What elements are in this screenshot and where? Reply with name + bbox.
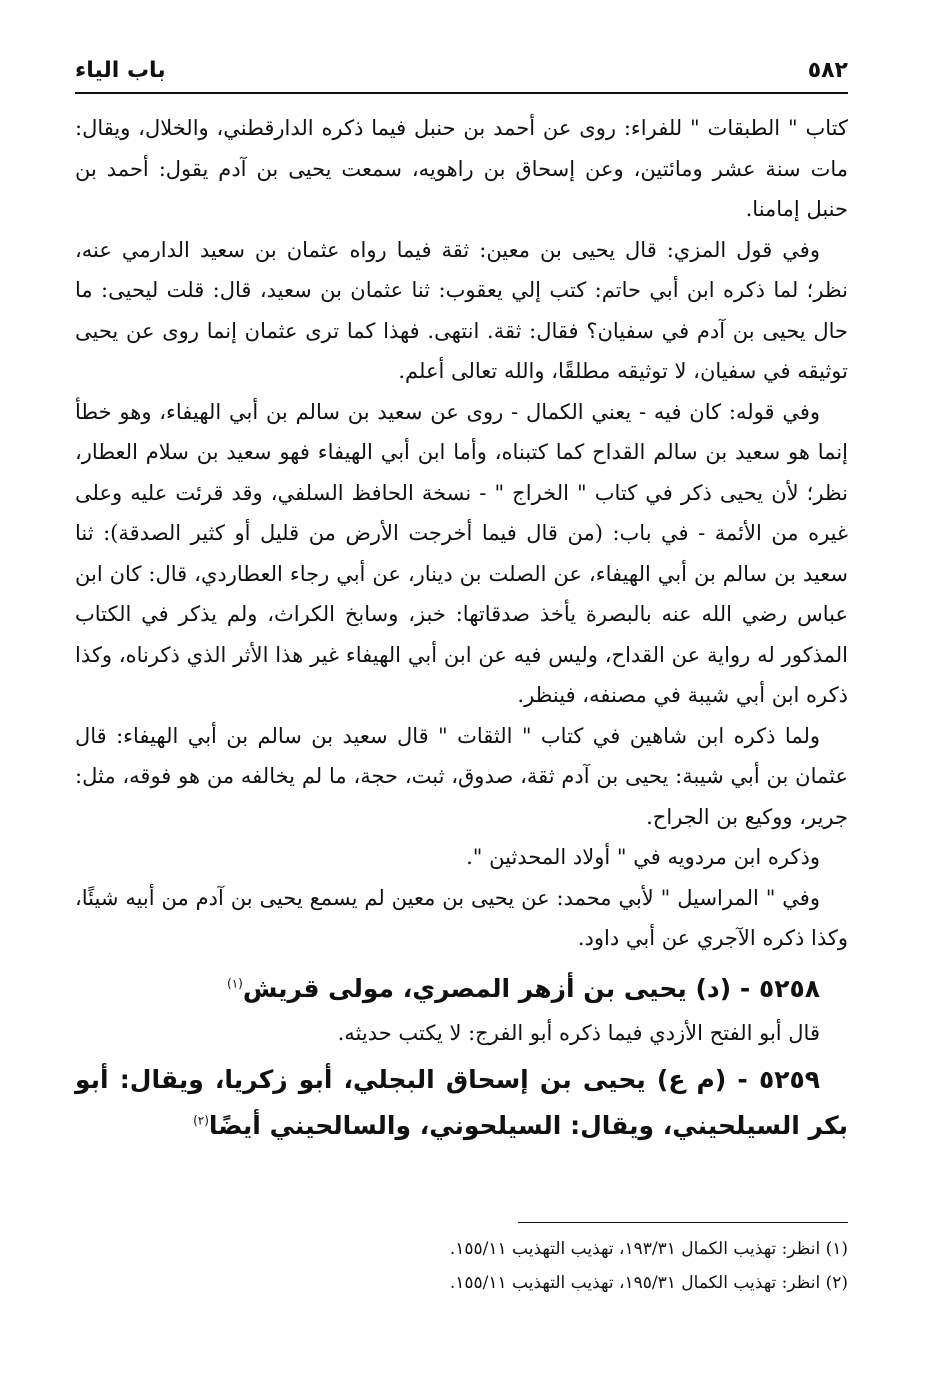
entry-heading-5259 [75, 1057, 848, 1149]
footnote-marker: (٢) [193, 1113, 209, 1128]
entry-title: ٥٢٥٩ - (م ع) يحيى بن إسحاق البجلي، أبو زكريا، ويقال: أبو بكر السيلحيني، ويقال: السيلحوني، والسالحيني أيضًا [75, 1065, 848, 1140]
paragraph: ولما ذكره ابن شاهين في كتاب " الثقات " قال سعيد بن سالم بن أبي الهيفاء: قال عثمان بن أبي شيبة: يحيى بن آدم ثقة، صدوق، ثبت، حجة، ما لم يخالفه من هو فوقه، مثل: جرير، ووكيع بن الجراح. [75, 723, 848, 829]
page-header [75, 50, 848, 90]
paragraph: وفي قول المزي: قال يحيى بن معين: ثقة فيما رواه عثمان بن سعيد الدارمي عنه، نظر؛ لما ذكره ابن أبي حاتم: كتب إلي يعقوب: ثنا عثمان بن سعيد، قال: قلت ليحيى: ما حال يحيى بن آدم في سفيان؟ فقال: ثقة. انتهى. فهذا كما ترى عثمان إنما روى عن يحيى توثيقه في سفيان، لا توثيقه مطلقًا، والله تعالى أعلم. [75, 237, 848, 383]
entry-heading-5258 [75, 967, 848, 1011]
footnote-marker: (١) [227, 976, 243, 991]
header-rule [75, 92, 848, 94]
page-number: ٥٨٢ [807, 57, 848, 83]
entry-title: ٥٢٥٨ - (د) يحيى بن أزهر المصري، مولى قريش [242, 973, 820, 1003]
paragraph: وذكره ابن مردويه في " أولاد المحدثين ". [466, 845, 820, 869]
paragraph: قال أبو الفتح الأزدي فيما ذكره أبو الفرج: لا يكتب حديثه. [337, 1020, 820, 1045]
footnote-rule [518, 1222, 848, 1223]
paragraph: وفي " المراسيل " لأبي محمد: عن يحيى بن معين لم يسمع يحيى بن آدم من أبيه شيئًا، وكذا ذكره الآجري عن أبي داود. [75, 885, 848, 950]
paragraph: كتاب " الطبقات " للفراء: روى عن أحمد بن حنبل فيما ذكره الدارقطني، والخلال، ويقال: مات سنة عشر ومائتين، وعن إسحاق بن راهويه، سمعت يحيى بن آدم يقول: أحمد بن حنبل إمامنا. [75, 116, 848, 221]
running-title: باب الياء [75, 57, 166, 83]
body-text [75, 108, 848, 1149]
footnote: (٢) انظر: تهذيب الكمال ١٩٥/٣١، تهذيب التهذيب ١٥٥/١١. [449, 1273, 848, 1293]
footnotes [75, 1232, 848, 1300]
footnote: (١) انظر: تهذيب الكمال ١٩٣/٣١، تهذيب التهذيب ١٥٥/١١. [449, 1239, 848, 1259]
paragraph: وفي قوله: كان فيه - يعني الكمال - روى عن سعيد بن سالم بن أبي الهيفاء، وهو خطأ إنما هو سعيد بن سالم القداح كما كتبناه، وأما ابن أبي الهيفاء فهو سعيد بن سلام العطار، نظر؛ لأن يحيى ذكر في كتاب " الخراج " - نسخة الحافظ السلفي، وقد قرئت عليه وعلى غيره من الأئمة - في باب: (من قال فيما أخرجت الأرض من قليل أو كثير الصدقة): ثنا سعيد بن سالم بن أبي الهيفاء، عن الصلت بن دينار، عن أبي رجاء العطاردي، قال: كان ابن عباس رضي الله عنه بالبصرة يأخذ صدقاتها: خبز، وسابخ الكراث، ولم يذكر في الكتاب المذكور له رواية عن القداح، وليس فيه عن ابن أبي الهيفاء غير هذا الأثر الذي ذكرناه، وكذا ذكره ابن أبي شيبة في مصنفه، فينظر. [75, 399, 848, 707]
